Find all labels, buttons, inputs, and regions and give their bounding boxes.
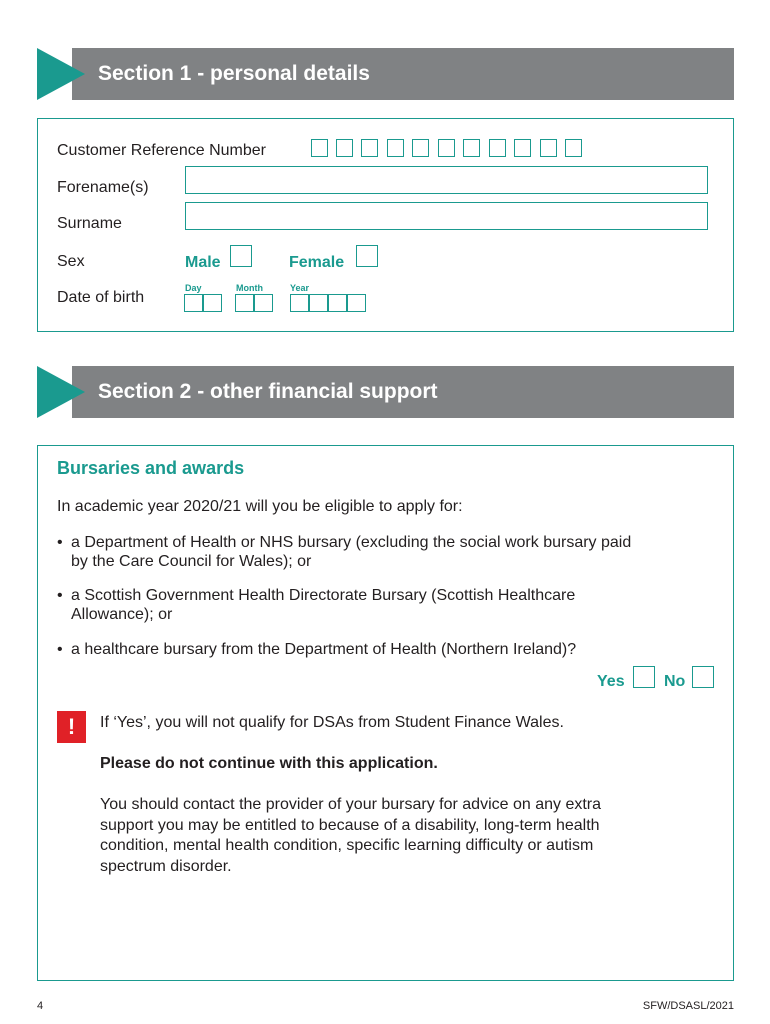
- section1-header-bar: [72, 48, 734, 100]
- crn-label: Customer Reference Number: [57, 142, 266, 159]
- section2-arrow-icon: [37, 366, 85, 418]
- male-checkbox[interactable]: [230, 245, 252, 267]
- crn-boxes: [311, 139, 591, 159]
- bullet-1-line-2: by the Care Council for Wales); or: [71, 553, 312, 570]
- sex-label: Sex: [57, 253, 85, 270]
- bullet-3-line-1: a healthcare bursary from the Department of Health (Northern Ireland)?: [71, 641, 577, 658]
- female-label: Female: [289, 254, 345, 271]
- bullet-2-line-2: Allowance); or: [71, 606, 173, 623]
- female-checkbox[interactable]: [356, 245, 378, 267]
- crn-box-5[interactable]: [412, 139, 429, 157]
- dob-year-box-1[interactable]: [290, 294, 309, 312]
- male-label: Male: [185, 254, 221, 271]
- dob-year-box-2[interactable]: [309, 294, 328, 312]
- dob-day-box-1[interactable]: [184, 294, 203, 312]
- crn-box-3[interactable]: [361, 139, 378, 157]
- dob-month-label: Month: [236, 283, 263, 293]
- dob-year-label: Year: [290, 283, 310, 293]
- crn-box-8[interactable]: [489, 139, 506, 157]
- intro-text: In academic year 2020/21 will you be eligible to apply for:: [57, 498, 463, 515]
- crn-box-9[interactable]: [514, 139, 531, 157]
- bullet-dot-icon: •: [57, 534, 63, 551]
- crn-box-1[interactable]: [311, 139, 328, 157]
- section1-title: Section 1 - personal details: [98, 62, 370, 85]
- surname-label: Surname: [57, 215, 122, 232]
- crn-box-4[interactable]: [387, 139, 404, 157]
- advice-line-3: condition, mental health condition, specific learning difficulty or autism: [100, 837, 594, 854]
- dob-year-box-3[interactable]: [328, 294, 347, 312]
- no-checkbox[interactable]: [692, 666, 714, 688]
- warning-text: If ‘Yes’, you will not qualify for DSAs from Student Finance Wales.: [100, 714, 564, 731]
- forename-label: Forename(s): [57, 179, 149, 196]
- no-label: No: [664, 673, 686, 690]
- section2-title: Section 2 - other financial support: [98, 380, 438, 403]
- bullet-1-line-1: a Department of Health or NHS bursary (excluding the social work bursary paid: [71, 534, 632, 551]
- bullet-2-line-1: a Scottish Government Health Directorate Bursary (Scottish Healthcare: [71, 587, 576, 604]
- section1-arrow-icon: [37, 48, 85, 100]
- dob-label: Date of birth: [57, 289, 145, 306]
- crn-box-6[interactable]: [438, 139, 455, 157]
- advice-line-2: support you may be entitled to because of a disability, long-term health: [100, 817, 600, 834]
- section2-header-bar: [72, 366, 734, 418]
- dob-day-label: Day: [185, 283, 202, 293]
- warning-icon: !: [57, 711, 86, 743]
- dob-month-box-2[interactable]: [254, 294, 273, 312]
- bullet-dot-icon: •: [57, 587, 63, 604]
- dob-year-box-4[interactable]: [347, 294, 366, 312]
- page-number: 4: [37, 1000, 44, 1012]
- yes-checkbox[interactable]: [633, 666, 655, 688]
- yes-label: Yes: [597, 673, 625, 690]
- crn-box-7[interactable]: [463, 139, 480, 157]
- crn-box-10[interactable]: [540, 139, 557, 157]
- crn-box-2[interactable]: [336, 139, 353, 157]
- surname-field[interactable]: [185, 202, 708, 230]
- crn-box-11[interactable]: [565, 139, 582, 157]
- dob-day-box-2[interactable]: [203, 294, 222, 312]
- bullet-dot-icon: •: [57, 641, 63, 658]
- do-not-continue-text: Please do not continue with this application.: [100, 755, 438, 772]
- dob-month-box-1[interactable]: [235, 294, 254, 312]
- forename-field[interactable]: [185, 166, 708, 194]
- form-code: SFW/DSASL/2021: [642, 1000, 734, 1012]
- advice-line-1: You should contact the provider of your bursary for advice on any extra: [100, 796, 602, 813]
- advice-line-4: spectrum disorder.: [100, 858, 232, 875]
- bursaries-heading: Bursaries and awards: [57, 458, 245, 478]
